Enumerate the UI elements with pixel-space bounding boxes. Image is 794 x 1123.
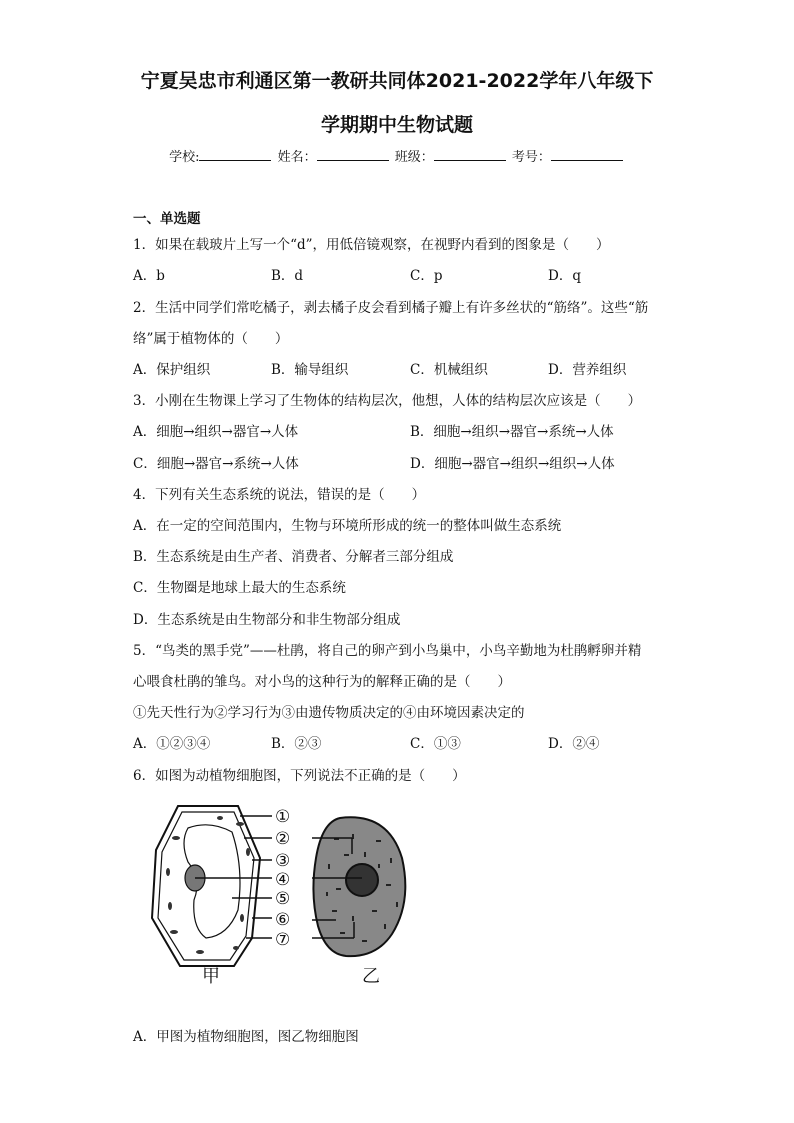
q2-stem-line2: 络”属于植物体的（ ） (133, 331, 289, 347)
student-info-row (0, 146, 794, 165)
q1-stem: 1．如果在载玻片上写一个“d”，用低倍镜观察，在视野内看到的图象是（ ） (133, 237, 610, 253)
q6-stem: 6．如图为动植物细胞图，下列说法不正确的是（ ） (133, 768, 466, 784)
q5-option-c[interactable]: C．①③ (410, 736, 461, 752)
school-blank[interactable] (199, 148, 271, 161)
q3-option-d[interactable]: D．细胞→器官→组织→组织→人体 (410, 456, 615, 472)
label-7: ⑦ (275, 930, 291, 950)
q2-stem-line1: 2．生活中同学们常吃橘子，剥去橘子皮会看到橘子瓣上有许多丝状的“筋络”。这些“筋 (133, 300, 649, 316)
title-line-1: 宁夏吴忠市利通区第一教研共同体2021-2022学年八年级下 (140, 70, 654, 92)
q2-option-a[interactable]: A．保护组织 (133, 362, 211, 378)
class-label: 班级： (394, 150, 434, 165)
caption-jia: 甲 (202, 966, 220, 987)
q4-option-c[interactable]: C．生物圈是地球上最大的生态系统 (133, 580, 346, 596)
q3-stem: 3．小刚在生物课上学习了生物体的结构层次，他想，人体的结构层次应该是（ ） (133, 393, 642, 409)
cell-diagram (140, 798, 420, 990)
q1-option-a[interactable]: A．b (133, 268, 165, 284)
q5-stem-line2: 心喂食杜鹃的雏鸟。对小鸟的这种行为的解释正确的是（ ） (133, 674, 511, 690)
label-4: ④ (275, 870, 291, 890)
name-label: 姓名： (277, 150, 317, 165)
label-6: ⑥ (275, 910, 291, 930)
name-blank[interactable] (317, 148, 389, 161)
q5-stem-line1: 5．“鸟类的黑手党”——杜鹃，将自己的卵产到小鸟巢中，小鸟辛勤地为杜鹃孵卵并精 (133, 643, 642, 659)
q4-option-a[interactable]: A．在一定的空间范围内，生物与环境所形成的统一的整体叫做生态系统 (133, 518, 562, 534)
q6-option-a[interactable]: A．甲图为植物细胞图，图乙物细胞图 (133, 1029, 359, 1045)
q1-option-d[interactable]: D．q (548, 268, 581, 284)
q1-option-b[interactable]: B．d (271, 268, 304, 284)
section-heading: 一、单选题 (133, 211, 201, 227)
label-1: ① (275, 807, 291, 827)
q2-option-c[interactable]: C．机械组织 (410, 362, 488, 378)
q2-option-b[interactable]: B．输导组织 (271, 362, 349, 378)
label-3: ③ (275, 851, 291, 871)
id-blank[interactable] (551, 148, 623, 161)
caption-yi: 乙 (362, 966, 380, 987)
label-2: ② (275, 829, 291, 849)
id-label: 考号： (511, 150, 551, 165)
q5-option-a[interactable]: A．①②③④ (133, 736, 211, 752)
q5-stem-line3: ①先天性行为②学习行为③由遗传物质决定的④由环境因素决定的 (133, 705, 525, 721)
q5-option-d[interactable]: D．②④ (548, 736, 600, 752)
q1-option-c[interactable]: C．p (410, 268, 443, 284)
q2-option-d[interactable]: D．营养组织 (548, 362, 627, 378)
q3-option-b[interactable]: B．细胞→组织→器官→系统→人体 (410, 424, 614, 440)
title-line-2: 学期期中生物试题 (320, 114, 473, 136)
class-blank[interactable] (434, 148, 506, 161)
q4-option-b[interactable]: B．生态系统是由生产者、消费者、分解者三部分组成 (133, 549, 454, 565)
q3-option-c[interactable]: C．细胞→器官→系统→人体 (133, 456, 299, 472)
plant-cell (152, 806, 260, 966)
school-label: 学校: (169, 150, 200, 165)
label-5: ⑤ (275, 889, 291, 909)
q3-option-a[interactable]: A．细胞→组织→器官→人体 (133, 424, 299, 440)
q4-stem: 4．下列有关生态系统的说法，错误的是（ ） (133, 487, 426, 503)
q4-option-d[interactable]: D．生态系统是由生物部分和非生物部分组成 (133, 612, 401, 628)
q5-option-b[interactable]: B．②③ (271, 736, 322, 752)
